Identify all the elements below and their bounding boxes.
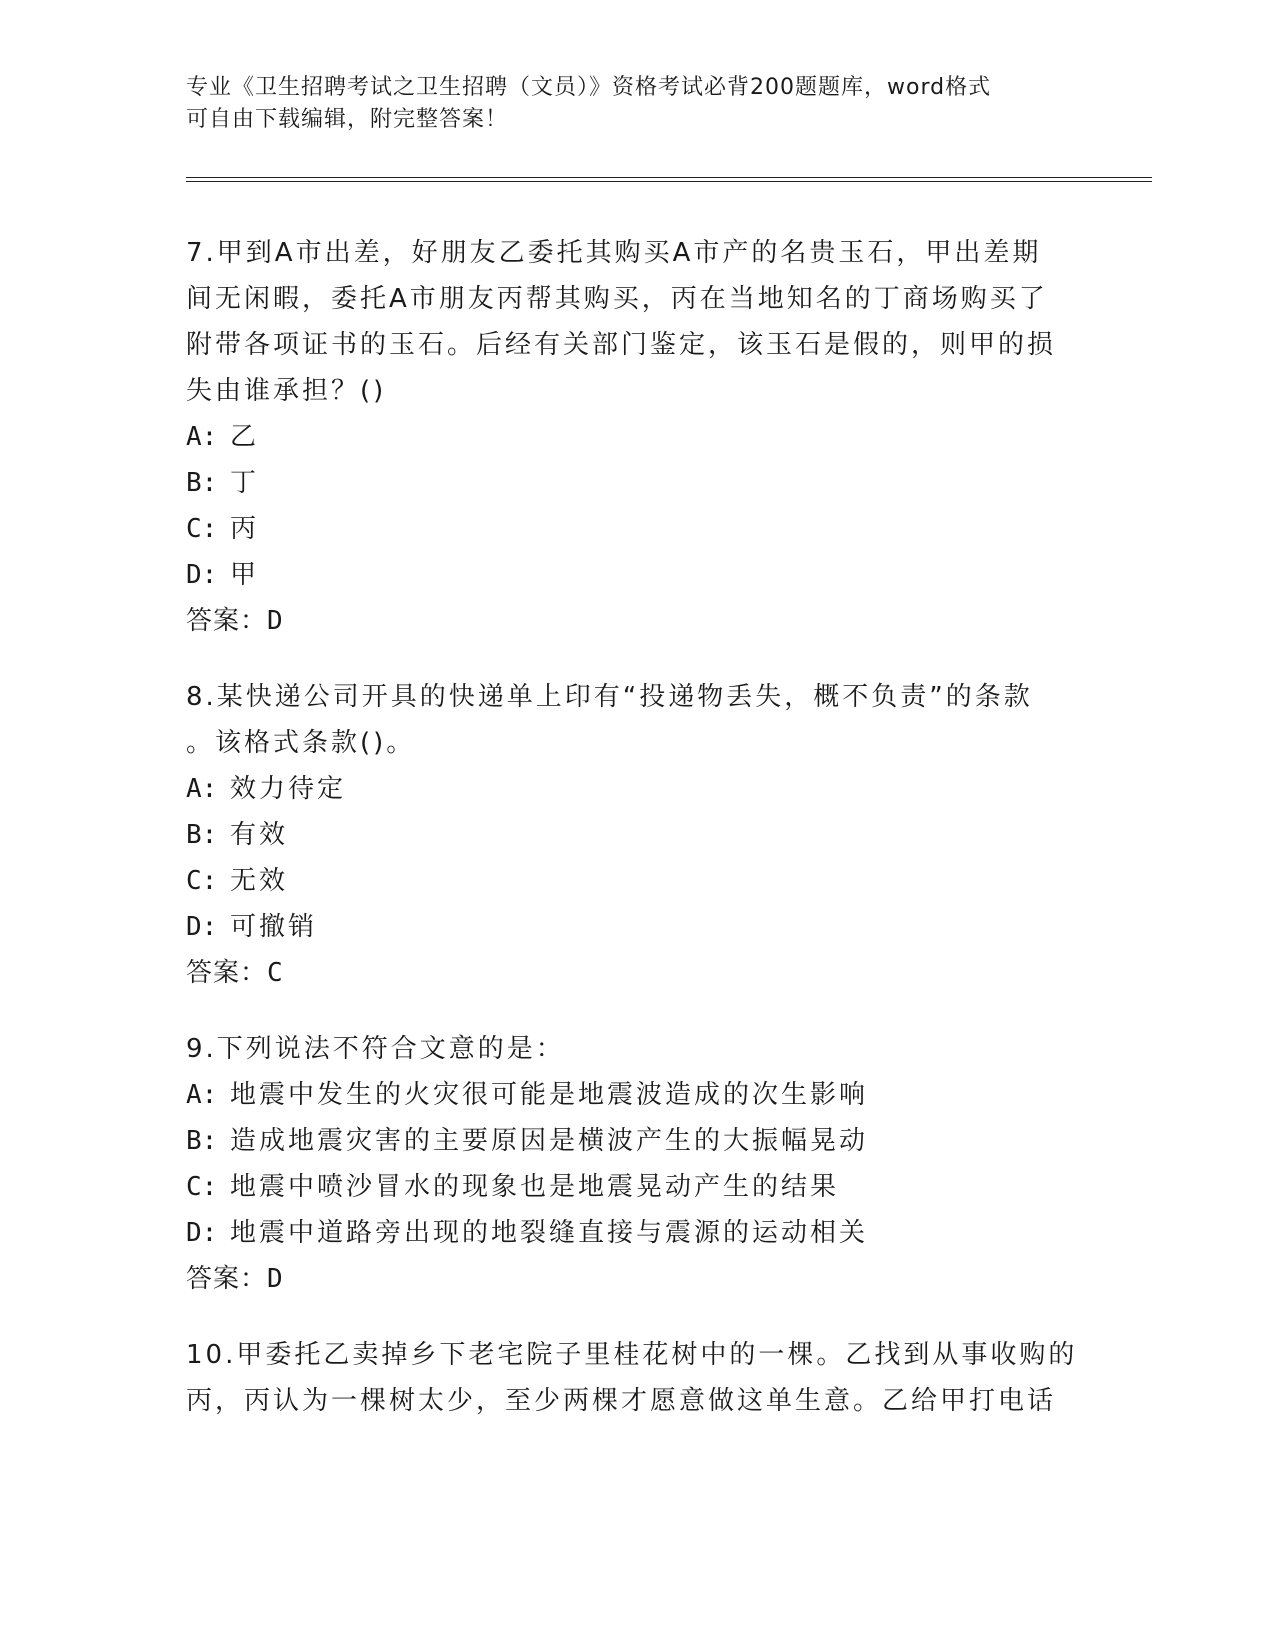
option-letter: C: xyxy=(186,1172,218,1202)
question-text-line: 10.甲委托乙卖掉乡下老宅院子里桂花树中的一棵。乙找到从事收购的 xyxy=(186,1340,1078,1370)
question-text-line: 附带各项证书的玉石。后经有关部门鉴定，该玉石是假的，则甲的损 xyxy=(186,330,1057,360)
question-list xyxy=(186,230,1086,1454)
answer-label: 答案： xyxy=(186,1264,268,1294)
question-7 xyxy=(186,230,1086,644)
option-letter: D: xyxy=(186,560,218,590)
question-text-line: 9.下列说法不符合文意的是： xyxy=(186,1034,565,1064)
question-8 xyxy=(186,674,1086,996)
option-b xyxy=(186,460,1086,506)
option-text: 可撤销 xyxy=(230,912,318,942)
option-letter: A: xyxy=(186,774,218,804)
answer-line xyxy=(186,598,1086,644)
option-letter: A: xyxy=(186,422,218,452)
question-text-line: 失由谁承担？() xyxy=(186,376,387,406)
option-c xyxy=(186,858,1086,904)
option-text: 乙 xyxy=(230,422,260,452)
question-text-line: 间无闲暇，委托A市朋友丙帮其购买，丙在当地知名的丁商场购买了 xyxy=(186,284,1048,314)
option-text: 有效 xyxy=(230,820,289,850)
option-text: 地震中发生的火灾很可能是地震波造成的次生影响 xyxy=(230,1080,869,1110)
answer-value: D xyxy=(267,606,283,636)
answer-line xyxy=(186,950,1086,996)
answer-label: 答案： xyxy=(186,606,268,636)
option-c xyxy=(186,506,1086,552)
answer-value: C xyxy=(267,958,283,988)
option-text: 效力待定 xyxy=(230,774,347,804)
option-text: 甲 xyxy=(230,560,260,590)
header-divider-top xyxy=(186,177,1152,178)
option-text: 无效 xyxy=(230,866,289,896)
option-d xyxy=(186,904,1086,950)
question-9 xyxy=(186,1026,1086,1302)
option-d xyxy=(186,1210,1086,1256)
option-letter: A: xyxy=(186,1080,218,1110)
header-line-2: 可自由下载编辑，附完整答案！ xyxy=(186,107,509,132)
option-letter: D: xyxy=(186,912,218,942)
option-letter: B: xyxy=(186,468,218,498)
question-10 xyxy=(186,1332,1086,1424)
option-text: 造成地震灾害的主要原因是横波产生的大振幅晃动 xyxy=(230,1126,869,1156)
question-text-line: 。该格式条款()。 xyxy=(186,728,416,758)
option-letter: C: xyxy=(186,866,218,896)
question-text-line: 7.甲到A市出差，好朋友乙委托其购买A市产的名贵玉石，甲出差期 xyxy=(186,238,1042,268)
answer-line xyxy=(186,1256,1086,1302)
option-letter: D: xyxy=(186,1218,218,1248)
header-line-1: 专业《卫生招聘考试之卫生招聘（文员）》资格考试必背200题题库，word格式 xyxy=(186,75,992,100)
header-divider-bottom xyxy=(186,181,1152,182)
option-text: 地震中喷沙冒水的现象也是地震晃动产生的结果 xyxy=(230,1172,840,1202)
option-a xyxy=(186,1072,1086,1118)
document-header xyxy=(186,72,1066,136)
question-text-line: 丙，丙认为一棵树太少，至少两棵才愿意做这单生意。乙给甲打电话 xyxy=(186,1386,1057,1416)
option-a xyxy=(186,414,1086,460)
option-text: 地震中道路旁出现的地裂缝直接与震源的运动相关 xyxy=(230,1218,869,1248)
option-b xyxy=(186,1118,1086,1164)
option-letter: B: xyxy=(186,1126,218,1156)
option-d xyxy=(186,552,1086,598)
option-letter: C: xyxy=(186,514,218,544)
option-a xyxy=(186,766,1086,812)
question-text-line: 8.某快递公司开具的快递单上印有“投递物丢失，概不负责”的条款 xyxy=(186,682,1033,712)
option-text: 丁 xyxy=(230,468,260,498)
answer-value: D xyxy=(267,1264,283,1294)
option-c xyxy=(186,1164,1086,1210)
option-b xyxy=(186,812,1086,858)
option-letter: B: xyxy=(186,820,218,850)
answer-label: 答案： xyxy=(186,958,268,988)
option-text: 丙 xyxy=(230,514,260,544)
